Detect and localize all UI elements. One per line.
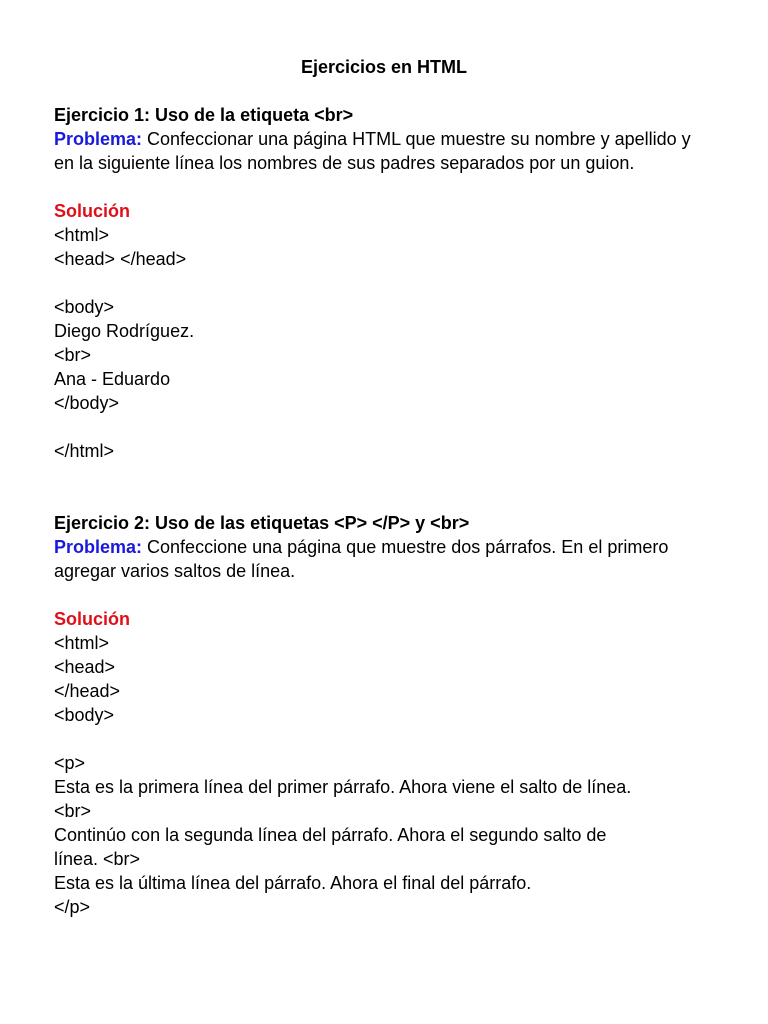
exercise-2-code-line: </head> [54, 681, 121, 701]
exercise-1-code-line: <br> [54, 345, 92, 365]
exercise-2-code-line: <br> [54, 801, 92, 821]
exercise-2-code-line: </p> [54, 897, 91, 917]
exercise-2-code-line: Esta es la última línea del párrafo. Ahora el final del párrafo. [54, 873, 532, 893]
document-title: Ejercicios en HTML [300, 57, 468, 77]
exercise-2-solution-label: Solución [54, 609, 130, 629]
exercise-1-problem [54, 127, 709, 175]
exercise-1-code-line: </html> [54, 441, 115, 461]
spacer [54, 175, 734, 199]
exercise-2-problem [54, 535, 674, 583]
spacer [54, 583, 734, 607]
spacer [54, 727, 734, 751]
exercise-2-code-line: Esta es la primera línea del primer párrafo. Ahora viene el salto de línea. [54, 777, 632, 797]
document-page [54, 55, 734, 919]
exercise-2-code-line: Continúo con la segunda línea del párrafo. Ahora el segundo salto de [54, 825, 607, 845]
exercise-1-problem-label: Problema: [54, 129, 143, 149]
exercise-2-code-line: <p> [54, 753, 86, 773]
exercise-1-code-line: </body> [54, 393, 120, 413]
exercise-1-code-line: Diego Rodríguez. [54, 321, 195, 341]
exercise-1-code-line: Ana - Eduardo [54, 369, 171, 389]
exercise-2-code-line: <body> [54, 705, 115, 725]
exercise-1-heading: Ejercicio 1: Uso de la etiqueta <br> [54, 105, 354, 125]
exercise-1-problem-text: Confeccionar una página HTML que muestre su nombre y apellido y en la siguiente línea los nombres de sus padres separados por un guion. [54, 129, 691, 173]
exercise-1-code-line: <body> [54, 297, 115, 317]
exercise-1-code-line: <html> [54, 225, 110, 245]
exercise-2-heading: Ejercicio 2: Uso de las etiquetas <P> </P> y <br> [54, 513, 470, 533]
spacer [54, 271, 734, 295]
spacer [54, 463, 734, 511]
exercise-2-code-line: línea. <br> [54, 849, 141, 869]
exercise-2-code-line: <html> [54, 633, 110, 653]
exercise-1-code-line: <head> </head> [54, 249, 187, 269]
exercise-2-problem-label: Problema: [54, 537, 143, 557]
exercise-2-problem-text: Confeccione una página que muestre dos párrafos. En el primero agregar varios saltos de línea. [54, 537, 669, 581]
exercise-1-solution-label: Solución [54, 201, 130, 221]
spacer [54, 415, 734, 439]
exercise-2-code-line: <head> [54, 657, 116, 677]
